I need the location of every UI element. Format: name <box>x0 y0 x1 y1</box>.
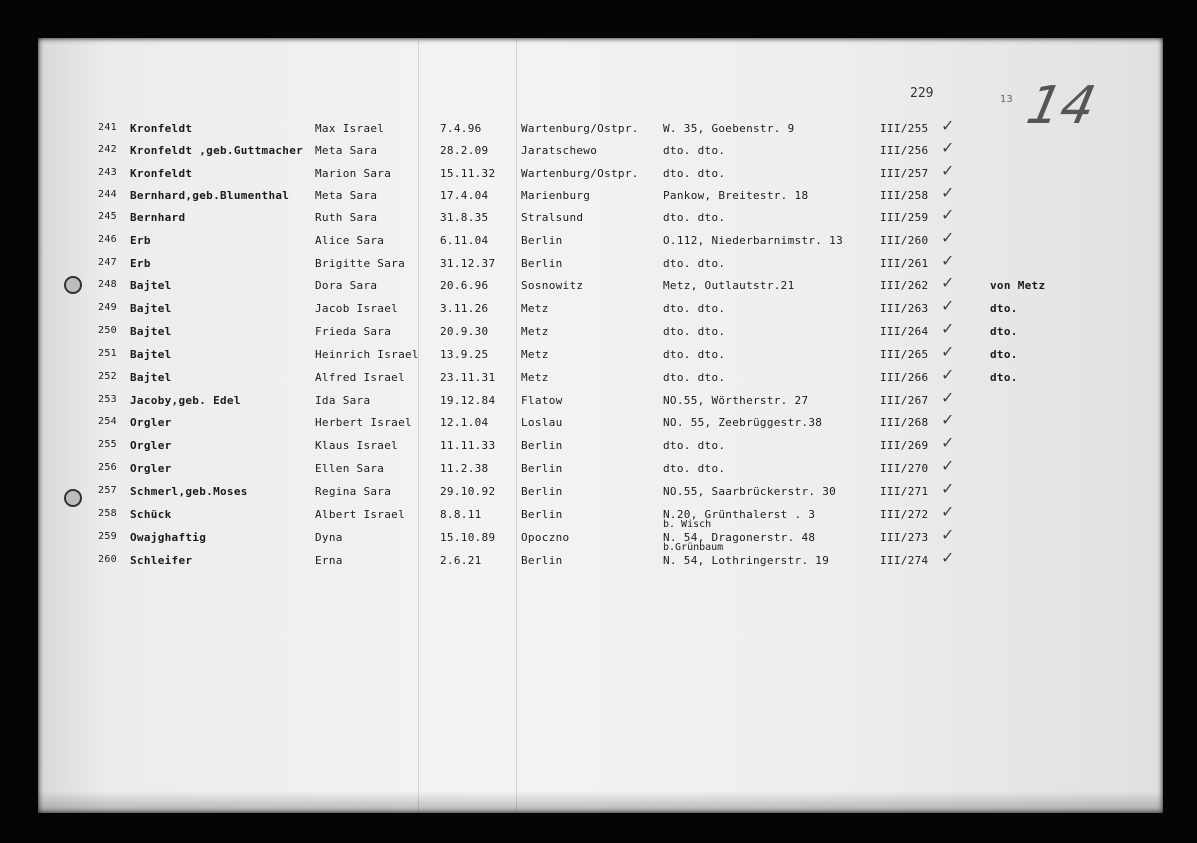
given-names: Albert Israel <box>315 508 405 521</box>
entry-number: 247 <box>98 257 117 268</box>
birth-place: Metz <box>521 325 549 338</box>
entry-number: 254 <box>98 416 117 427</box>
surname: Schmerl,geb.Moses <box>130 485 248 498</box>
given-names: Alfred Israel <box>315 371 405 384</box>
check-mark: ✓ <box>941 525 955 544</box>
birth-place: Metz <box>521 371 549 384</box>
surname: Orgler <box>130 416 172 429</box>
table-row <box>38 251 1163 277</box>
reference-number: III/260 <box>880 234 929 247</box>
table-row <box>38 525 1163 553</box>
table-row <box>38 342 1163 368</box>
table-row <box>38 116 1163 142</box>
check-mark: ✓ <box>941 273 955 292</box>
entry-number: 246 <box>98 234 117 245</box>
check-mark: ✓ <box>941 410 955 429</box>
reference-number: III/274 <box>880 554 929 567</box>
birth-date: 31.8.35 <box>440 211 489 224</box>
entry-number: 260 <box>98 554 117 565</box>
birth-date: 3.11.26 <box>440 302 489 315</box>
given-names: Regina Sara <box>315 485 392 498</box>
given-names: Jacob Israel <box>315 302 399 315</box>
reference-number: III/272 <box>880 508 929 521</box>
entry-number: 244 <box>98 189 117 200</box>
address: dto. dto. <box>663 462 726 475</box>
surname: Kronfeldt <box>130 167 193 180</box>
given-names: Brigitte Sara <box>315 257 405 270</box>
entry-number: 259 <box>98 531 117 542</box>
table-row <box>38 138 1163 164</box>
table-row <box>38 161 1163 187</box>
surname: Schück <box>130 508 172 521</box>
table-row <box>38 410 1163 436</box>
birth-date: 17.4.04 <box>440 189 489 202</box>
table-row <box>38 183 1163 209</box>
table-row <box>38 388 1163 414</box>
birth-date: 31.12.37 <box>440 257 496 270</box>
table-row <box>38 479 1163 505</box>
birth-date: 13.9.25 <box>440 348 489 361</box>
birth-place: Berlin <box>521 257 563 270</box>
surname: Owajghaftig <box>130 531 207 544</box>
check-mark: ✓ <box>941 116 955 135</box>
check-mark: ✓ <box>941 433 955 452</box>
table-row <box>38 365 1163 391</box>
given-names: Ruth Sara <box>315 211 378 224</box>
entry-number: 249 <box>98 302 117 313</box>
entry-number: 253 <box>98 394 117 405</box>
birth-date: 6.11.04 <box>440 234 489 247</box>
page-number: 229 <box>910 86 934 101</box>
note: dto. <box>990 348 1018 361</box>
address: dto. dto. <box>663 257 726 270</box>
surname: Bajtel <box>130 371 172 384</box>
surname: Bajtel <box>130 279 172 292</box>
birth-date: 15.11.32 <box>440 167 496 180</box>
address: O.112, Niederbarnimstr. 13 <box>663 234 843 247</box>
birth-date: 11.11.33 <box>440 439 496 452</box>
document-page <box>38 38 1163 813</box>
given-names: Meta Sara <box>315 189 378 202</box>
birth-date: 20.6.96 <box>440 279 489 292</box>
entry-number: 258 <box>98 508 117 519</box>
given-names: Heinrich Israel <box>315 348 419 361</box>
check-mark: ✓ <box>941 479 955 498</box>
entry-number: 252 <box>98 371 117 382</box>
birth-place: Metz <box>521 348 549 361</box>
check-mark: ✓ <box>941 205 955 224</box>
surname: Orgler <box>130 462 172 475</box>
surname: Schleifer <box>130 554 193 567</box>
check-mark: ✓ <box>941 228 955 247</box>
check-mark: ✓ <box>941 319 955 338</box>
entry-number: 256 <box>98 462 117 473</box>
surname: Erb <box>130 257 151 270</box>
check-mark: ✓ <box>941 548 955 567</box>
surname: Kronfeldt ,geb.Guttmacher <box>130 144 304 157</box>
entry-number: 255 <box>98 439 117 450</box>
given-names: Herbert Israel <box>315 416 412 429</box>
birth-date: 15.10.89 <box>440 531 496 544</box>
reference-number: III/255 <box>880 122 929 135</box>
surname: Kronfeldt <box>130 122 193 135</box>
surname: Bajtel <box>130 302 172 315</box>
reference-number: III/266 <box>880 371 929 384</box>
birth-place: Berlin <box>521 234 563 247</box>
address: Metz, Outlautstr.21 <box>663 279 795 292</box>
reference-number: III/268 <box>880 416 929 429</box>
reference-number: III/264 <box>880 325 929 338</box>
birth-date: 12.1.04 <box>440 416 489 429</box>
birth-place: Berlin <box>521 485 563 498</box>
reference-number: III/265 <box>880 348 929 361</box>
reference-number: III/262 <box>880 279 929 292</box>
birth-place: Wartenburg/Ostpr. <box>521 122 639 135</box>
birth-place: Berlin <box>521 508 563 521</box>
note: von Metz <box>990 279 1046 292</box>
surname: Erb <box>130 234 151 247</box>
birth-date: 20.9.30 <box>440 325 489 338</box>
entry-number: 251 <box>98 348 117 359</box>
reference-number: III/271 <box>880 485 929 498</box>
birth-date: 7.4.96 <box>440 122 482 135</box>
reference-number: III/258 <box>880 189 929 202</box>
note: dto. <box>990 302 1018 315</box>
given-names: Meta Sara <box>315 144 378 157</box>
entry-number: 241 <box>98 122 117 133</box>
birth-place: Metz <box>521 302 549 315</box>
address: dto. dto. <box>663 211 726 224</box>
given-names: Ellen Sara <box>315 462 385 475</box>
reference-number: III/256 <box>880 144 929 157</box>
birth-place: Jaratschewo <box>521 144 598 157</box>
address-note: b. Wisch <box>663 519 712 530</box>
address: dto. dto. <box>663 439 726 452</box>
reference-number: III/267 <box>880 394 929 407</box>
birth-date: 29.10.92 <box>440 485 496 498</box>
reference-number: III/261 <box>880 257 929 270</box>
entry-number: 243 <box>98 167 117 178</box>
address: NO.55, Saarbrückerstr. 30 <box>663 485 837 498</box>
birth-date: 11.2.38 <box>440 462 489 475</box>
birth-place: Wartenburg/Ostpr. <box>521 167 639 180</box>
note: dto. <box>990 325 1018 338</box>
reference-number: III/263 <box>880 302 929 315</box>
given-names: Dyna <box>315 531 343 544</box>
address: dto. dto. <box>663 302 726 315</box>
birth-date: 2.6.21 <box>440 554 482 567</box>
surname: Bernhard <box>130 211 186 224</box>
address: NO.55, Wörtherstr. 27 <box>663 394 809 407</box>
address: dto. dto. <box>663 325 726 338</box>
surname: Bernhard,geb.Blumenthal <box>130 189 290 202</box>
birth-place: Flatow <box>521 394 563 407</box>
table-row <box>38 319 1163 345</box>
given-names: Dora Sara <box>315 279 378 292</box>
birth-date: 23.11.31 <box>440 371 496 384</box>
address-note: b.Grünbaum <box>663 542 724 553</box>
check-mark: ✓ <box>941 365 955 384</box>
reference-number: III/257 <box>880 167 929 180</box>
given-names: Max Israel <box>315 122 385 135</box>
birth-place: Marienburg <box>521 189 591 202</box>
birth-place: Berlin <box>521 462 563 475</box>
birth-date: 8.8.11 <box>440 508 482 521</box>
reference-number: III/273 <box>880 531 929 544</box>
handwritten-number: 14 <box>1021 76 1101 136</box>
birth-place: Berlin <box>521 439 563 452</box>
check-mark: ✓ <box>941 138 955 157</box>
surname: Bajtel <box>130 325 172 338</box>
entry-number: 257 <box>98 485 117 496</box>
entry-number: 250 <box>98 325 117 336</box>
address: NO. 55, Zeebrüggestr.38 <box>663 416 823 429</box>
address: W. 35, Goebenstr. 9 <box>663 122 795 135</box>
birth-place: Opoczno <box>521 531 570 544</box>
check-mark: ✓ <box>941 342 955 361</box>
given-names: Ida Sara <box>315 394 371 407</box>
birth-place: Sosnowitz <box>521 279 584 292</box>
check-mark: ✓ <box>941 296 955 315</box>
table-row <box>38 205 1163 231</box>
check-mark: ✓ <box>941 183 955 202</box>
given-names: Marion Sara <box>315 167 392 180</box>
note: dto. <box>990 371 1018 384</box>
given-names: Klaus Israel <box>315 439 399 452</box>
entry-number: 242 <box>98 144 117 155</box>
address: dto. dto. <box>663 371 726 384</box>
address: Pankow, Breitestr. 18 <box>663 189 809 202</box>
birth-date: 19.12.84 <box>440 394 496 407</box>
given-names: Frieda Sara <box>315 325 392 338</box>
birth-place: Stralsund <box>521 211 584 224</box>
address: N. 54, Dragonerstr. 48 <box>663 531 816 544</box>
check-mark: ✓ <box>941 502 955 521</box>
table-row <box>38 548 1163 574</box>
address: dto. dto. <box>663 144 726 157</box>
given-names: Erna <box>315 554 343 567</box>
table-row <box>38 296 1163 322</box>
given-names: Alice Sara <box>315 234 385 247</box>
surname: Jacoby,geb. Edel <box>130 394 241 407</box>
birth-place: Loslau <box>521 416 563 429</box>
address: dto. dto. <box>663 348 726 361</box>
reference-number: III/270 <box>880 462 929 475</box>
check-mark: ✓ <box>941 456 955 475</box>
table-row <box>38 433 1163 459</box>
address: N. 54, Lothringerstr. 19 <box>663 554 830 567</box>
table-row <box>38 456 1163 482</box>
birth-date: 28.2.09 <box>440 144 489 157</box>
check-mark: ✓ <box>941 161 955 180</box>
table-row <box>38 502 1163 530</box>
corner-mark: 13 <box>1000 94 1013 105</box>
table-row <box>38 273 1163 299</box>
surname: Orgler <box>130 439 172 452</box>
reference-number: III/259 <box>880 211 929 224</box>
check-mark: ✓ <box>941 388 955 407</box>
birth-place: Berlin <box>521 554 563 567</box>
table-row <box>38 228 1163 254</box>
entry-number: 245 <box>98 211 117 222</box>
surname: Bajtel <box>130 348 172 361</box>
address: N.20, Grünthalerst . 3 <box>663 508 816 521</box>
entry-number: 248 <box>98 279 117 290</box>
reference-number: III/269 <box>880 439 929 452</box>
check-mark: ✓ <box>941 251 955 270</box>
address: dto. dto. <box>663 167 726 180</box>
